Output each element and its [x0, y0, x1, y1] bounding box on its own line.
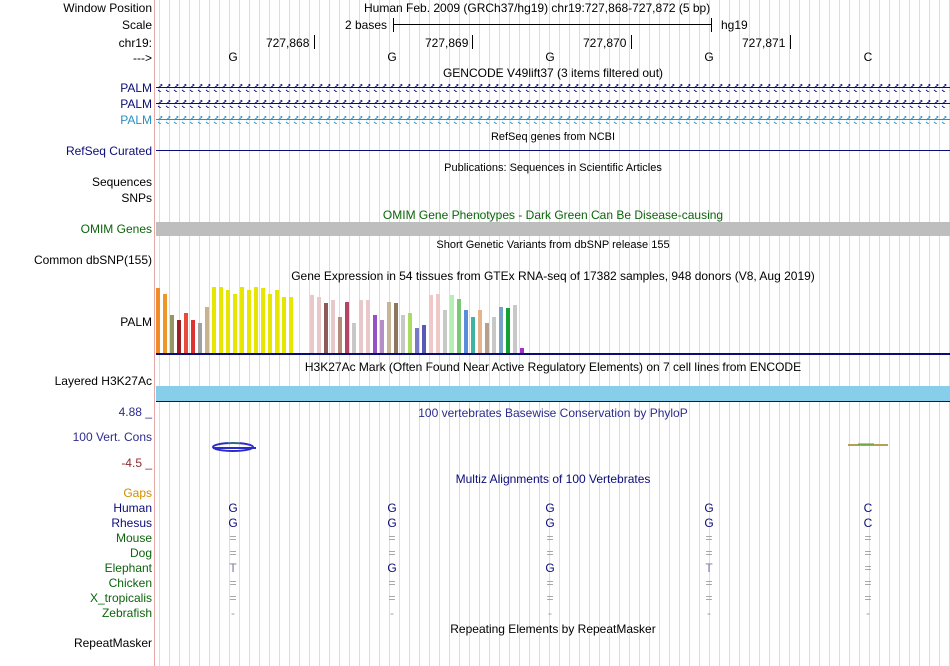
gtex-tissue-bar[interactable]: [506, 308, 510, 353]
gtex-tissue-bar[interactable]: [352, 323, 356, 353]
gencode-transcript[interactable]: [156, 100, 950, 108]
position-label: 727,868: [266, 36, 310, 50]
gtex-tissue-bar[interactable]: [464, 310, 468, 353]
gtex-tissue-bar[interactable]: [408, 313, 412, 353]
gtex-tissue-bar[interactable]: [499, 307, 503, 353]
omim-track-title[interactable]: OMIM Gene Phenotypes - Dark Green Can Be Disease-causing: [382, 208, 724, 222]
position-label: 727,869: [425, 36, 469, 50]
strand-label: --->: [133, 51, 152, 65]
base-letter: G: [228, 50, 238, 64]
base-letter: G: [545, 50, 555, 64]
gtex-tissue-bar[interactable]: [191, 320, 195, 353]
multiz-species-label[interactable]: X_tropicalis: [89, 591, 152, 605]
multiz-base: =: [705, 591, 713, 605]
gencode-transcript[interactable]: [156, 84, 950, 92]
gtex-tissue-bar[interactable]: [233, 294, 237, 353]
multiz-base: G: [545, 561, 555, 575]
multiz-base: G: [387, 561, 397, 575]
gencode-item-label[interactable]: PALM: [120, 81, 152, 95]
multiz-track-title[interactable]: Multiz Alignments of 100 Vertebrates: [455, 472, 651, 486]
gtex-tissue-bar[interactable]: [394, 303, 398, 353]
multiz-base: =: [864, 561, 872, 575]
scale-bar: [393, 24, 711, 25]
phylop-signal-glyph[interactable]: [210, 440, 260, 454]
multiz-base: =: [864, 591, 872, 605]
gtex-tissue-bar[interactable]: [359, 300, 363, 353]
gtex-tissue-bar[interactable]: [331, 300, 335, 353]
gtex-tissue-bar[interactable]: [457, 299, 461, 353]
phylop-signal-glyph[interactable]: [846, 440, 890, 450]
gtex-tissue-bar[interactable]: [177, 320, 181, 353]
gencode-item-label[interactable]: PALM: [120, 113, 152, 127]
gtex-tissue-bar[interactable]: [373, 315, 377, 353]
gtex-track-label[interactable]: PALM: [120, 315, 152, 329]
multiz-base: =: [864, 576, 872, 590]
multiz-base: G: [545, 516, 555, 530]
gtex-tissue-bar[interactable]: [289, 297, 293, 353]
h3k27ac-signal[interactable]: [156, 386, 950, 402]
gtex-tissue-bar[interactable]: [156, 288, 160, 353]
gtex-baseline: [156, 353, 950, 355]
window-position-value[interactable]: Human Feb. 2009 (GRCh37/hg19) chr19:727,868-727,872 (5 bp): [364, 1, 711, 15]
multiz-base: =: [546, 546, 554, 560]
scale-assembly: hg19: [721, 18, 748, 32]
gencode-item-label[interactable]: PALM: [120, 97, 152, 111]
gencode-track-title[interactable]: GENCODE V49lift37 (3 items filtered out): [442, 66, 664, 80]
refseq-track-title[interactable]: RefSeq genes from NCBI: [490, 131, 616, 143]
gtex-tissue-bar[interactable]: [366, 300, 370, 353]
gtex-tissue-bar[interactable]: [443, 310, 447, 353]
position-tick: [314, 35, 315, 49]
multiz-base: G: [387, 501, 397, 515]
multiz-species-label[interactable]: Dog: [129, 546, 152, 560]
multiz-species-label[interactable]: Elephant: [104, 561, 152, 575]
phylop-max-label: 4.88 _: [118, 405, 152, 419]
dbsnp-track-title[interactable]: Short Genetic Variants from dbSNP release 155: [436, 239, 670, 251]
multiz-base: =: [229, 576, 237, 590]
gtex-tissue-bar[interactable]: [345, 302, 349, 353]
position-tick: [631, 35, 632, 49]
gtex-tissue-bar[interactable]: [205, 307, 209, 353]
gaps-label[interactable]: Gaps: [123, 486, 152, 500]
multiz-base: C: [863, 501, 873, 515]
scale-bar-right-tick: [711, 18, 712, 32]
gtex-tissue-bar[interactable]: [401, 315, 405, 353]
multiz-base: -: [548, 606, 552, 620]
gtex-tissue-bar[interactable]: [415, 328, 419, 353]
multiz-species-label[interactable]: Mouse: [115, 531, 152, 545]
multiz-base: T: [229, 561, 237, 575]
gtex-bar-chart[interactable]: [156, 285, 536, 353]
multiz-base: =: [864, 531, 872, 545]
gtex-tissue-bar[interactable]: [485, 323, 489, 353]
repeatmasker-track-title[interactable]: Repeating Elements by RepeatMasker: [450, 622, 656, 636]
multiz-base: =: [388, 531, 396, 545]
omim-gene-bar[interactable]: [156, 222, 950, 236]
gtex-tissue-bar[interactable]: [261, 288, 265, 353]
gtex-tissue-bar[interactable]: [170, 315, 174, 353]
dbsnp-track-label[interactable]: Common dbSNP(155): [33, 253, 152, 267]
multiz-base: =: [229, 546, 237, 560]
omim-track-label[interactable]: OMIM Genes: [80, 222, 152, 236]
multiz-base: G: [228, 516, 238, 530]
track-label-gutter-divider: [154, 0, 155, 666]
gtex-tissue-bar[interactable]: [380, 320, 384, 353]
refseq-track-label[interactable]: RefSeq Curated: [65, 144, 152, 158]
multiz-base: =: [229, 591, 237, 605]
gtex-tissue-bar[interactable]: [163, 294, 167, 353]
position-tick: [472, 35, 473, 49]
multiz-species-label[interactable]: Rhesus: [111, 516, 152, 530]
gtex-tissue-bar[interactable]: [226, 290, 230, 353]
gtex-tissue-bar[interactable]: [436, 294, 440, 353]
publications-track-title[interactable]: Publications: Sequences in Scientific Articles: [444, 162, 662, 174]
multiz-base: =: [705, 546, 713, 560]
refseq-gene-line[interactable]: [156, 150, 950, 151]
position-tick: [790, 35, 791, 49]
multiz-base: T: [705, 561, 713, 575]
phylop-track-title[interactable]: 100 vertebrates Basewise Conservation by PhyloP: [418, 406, 688, 420]
scale-bar-left-tick: [393, 18, 394, 32]
multiz-base: -: [231, 606, 235, 620]
gtex-tissue-bar[interactable]: [275, 290, 279, 353]
gtex-tissue-bar[interactable]: [212, 287, 216, 353]
publications-snps-label[interactable]: SNPs: [121, 191, 152, 205]
gencode-transcripts[interactable]: [156, 81, 950, 125]
multiz-base: =: [864, 546, 872, 560]
scale-label: Scale: [121, 18, 152, 32]
gencode-transcript[interactable]: [156, 116, 950, 124]
gtex-tissue-bar[interactable]: [282, 297, 286, 353]
multiz-species-label[interactable]: Chicken: [108, 576, 152, 590]
gtex-tissue-bar[interactable]: [268, 294, 272, 353]
multiz-base: =: [705, 531, 713, 545]
multiz-base: =: [229, 531, 237, 545]
base-letter: G: [387, 50, 397, 64]
position-label: 727,870: [583, 36, 627, 50]
phylop-min-label: -4.5 _: [121, 456, 152, 470]
position-label: 727,871: [742, 36, 786, 50]
gtex-tissue-bar[interactable]: [422, 325, 426, 353]
multiz-base: =: [388, 591, 396, 605]
gtex-tissue-bar[interactable]: [478, 310, 482, 353]
gtex-tissue-bar[interactable]: [324, 303, 328, 353]
multiz-base: =: [388, 576, 396, 590]
multiz-species-label[interactable]: Zebrafish: [101, 606, 152, 620]
gtex-tissue-bar[interactable]: [247, 290, 251, 353]
multiz-base: =: [705, 576, 713, 590]
multiz-species-label[interactable]: Human: [113, 501, 152, 515]
gtex-tissue-bar[interactable]: [513, 305, 517, 353]
gtex-tissue-bar[interactable]: [317, 297, 321, 353]
gtex-tissue-bar[interactable]: [240, 287, 244, 353]
base-letter: C: [863, 50, 873, 64]
gtex-tissue-bar[interactable]: [387, 302, 391, 353]
gtex-tissue-bar[interactable]: [198, 323, 202, 353]
gtex-tissue-bar[interactable]: [310, 295, 314, 353]
multiz-base: G: [704, 516, 714, 530]
gtex-tissue-bar[interactable]: [184, 313, 188, 353]
multiz-base: -: [390, 606, 394, 620]
multiz-base: =: [546, 591, 554, 605]
gtex-tissue-bar[interactable]: [450, 295, 454, 353]
gtex-tissue-bar[interactable]: [254, 287, 258, 353]
multiz-base: G: [704, 501, 714, 515]
gtex-tissue-bar[interactable]: [429, 295, 433, 353]
publications-sequences-label[interactable]: Sequences: [91, 175, 152, 189]
gtex-tissue-bar[interactable]: [219, 287, 223, 353]
phylop-track-label[interactable]: 100 Vert. Cons: [72, 430, 152, 444]
multiz-base: G: [228, 501, 238, 515]
repeatmasker-track-label[interactable]: RepeatMasker: [73, 636, 152, 650]
window-position-label: Window Position: [63, 1, 152, 15]
multiz-base: G: [545, 501, 555, 515]
gtex-tissue-bar[interactable]: [471, 317, 475, 353]
h3k27ac-track-label[interactable]: Layered H3K27Ac: [54, 374, 152, 388]
multiz-base: G: [387, 516, 397, 530]
gtex-tissue-bar[interactable]: [492, 317, 496, 353]
h3k27ac-track-title[interactable]: H3K27Ac Mark (Often Found Near Active Regulatory Elements) on 7 cell lines from ENCODE: [304, 360, 802, 374]
multiz-base: =: [388, 546, 396, 560]
chrom-label: chr19:: [118, 36, 152, 50]
multiz-base: -: [707, 606, 711, 620]
multiz-base: -: [866, 606, 870, 620]
multiz-base: =: [546, 576, 554, 590]
scale-text: 2 bases: [345, 18, 388, 32]
multiz-base: C: [863, 516, 873, 530]
gtex-track-title[interactable]: Gene Expression in 54 tissues from GTEx RNA-seq of 17382 samples, 948 donors (V8, Aug 2019): [291, 269, 815, 283]
gtex-tissue-bar[interactable]: [338, 317, 342, 353]
base-letter: G: [704, 50, 714, 64]
multiz-base: =: [546, 531, 554, 545]
